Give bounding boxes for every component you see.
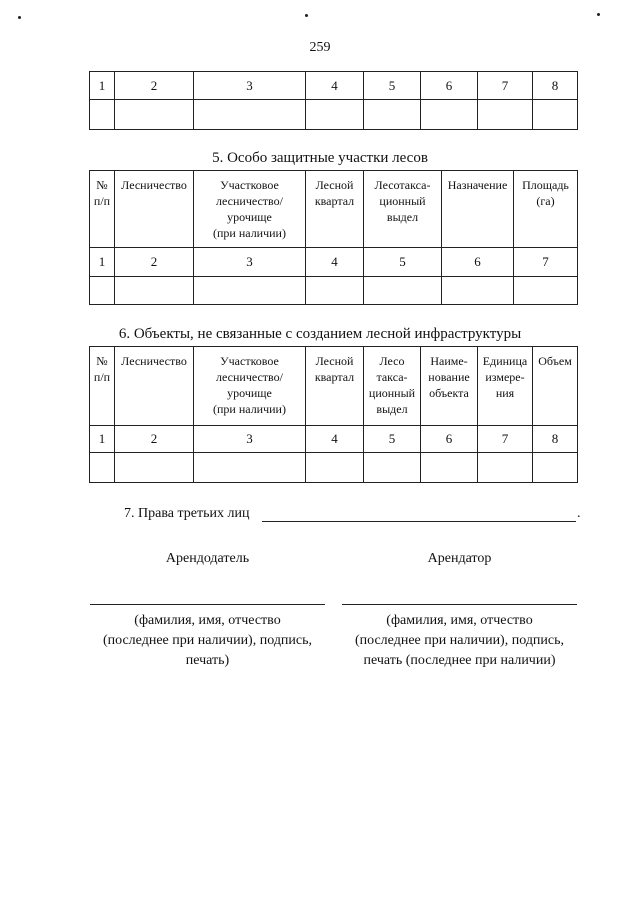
empty-cell[interactable] [194, 453, 306, 483]
empty-cell[interactable] [478, 453, 533, 483]
column-number: 7 [478, 426, 533, 453]
empty-cell[interactable] [115, 100, 194, 130]
empty-cell[interactable] [533, 100, 578, 130]
column-number: 6 [442, 248, 514, 277]
column-number: 4 [306, 72, 364, 100]
column-number: 7 [478, 72, 533, 100]
empty-cell[interactable] [421, 100, 478, 130]
column-number: 1 [90, 248, 115, 277]
empty-cell[interactable] [364, 277, 442, 305]
header-cell: Лесо такса- ционный выдел [364, 347, 421, 426]
lessee-title: Арендатор [427, 551, 492, 566]
column-number: 3 [194, 72, 306, 100]
header-cell: Лесной квартал [306, 347, 364, 426]
column-number: 6 [421, 72, 478, 100]
column-number: 3 [194, 426, 306, 453]
empty-cell[interactable] [306, 453, 364, 483]
column-number: 1 [90, 72, 115, 100]
empty-cell[interactable] [478, 100, 533, 130]
page-number: 259 [309, 40, 331, 55]
third-party-rights-field[interactable] [262, 521, 576, 522]
header-cell: Лесной квартал [306, 171, 364, 248]
empty-cell[interactable] [194, 277, 306, 305]
header-cell: Лесничество [115, 171, 194, 248]
section-5-title: 5. Особо защитные участки лесов [212, 150, 428, 166]
column-number: 1 [90, 426, 115, 453]
empty-cell[interactable] [90, 100, 115, 130]
column-number: 7 [514, 248, 578, 277]
column-number: 4 [306, 248, 364, 277]
empty-cell[interactable] [421, 453, 478, 483]
empty-cell[interactable] [115, 453, 194, 483]
header-cell: Назначение [442, 171, 514, 248]
empty-cell[interactable] [364, 100, 421, 130]
lessor-signature-caption: (фамилия, имя, отчество (последнее при наличии), подпись, печать) [102, 613, 313, 668]
lessor-title: Арендодатель [165, 551, 250, 566]
column-number: 5 [364, 426, 421, 453]
empty-cell[interactable] [90, 453, 115, 483]
column-number: 5 [364, 72, 421, 100]
header-cell: Наиме- нование объекта [421, 347, 478, 426]
column-number: 2 [115, 248, 194, 277]
section-6-table [89, 346, 578, 483]
empty-cell[interactable] [442, 277, 514, 305]
header-cell: Единица измере- ния [478, 347, 533, 426]
column-number: 8 [533, 72, 578, 100]
empty-cell[interactable] [514, 277, 578, 305]
scan-dot [597, 13, 600, 16]
lessee-signature-caption: (фамилия, имя, отчество (последнее при наличии), подпись, печать (последнее при наличии) [354, 613, 565, 668]
header-cell: Площадь (га) [514, 171, 578, 248]
column-number: 2 [115, 72, 194, 100]
header-cell: Объем [533, 347, 578, 426]
header-cell: Лесотакса- ционный выдел [364, 171, 442, 248]
column-number: 5 [364, 248, 442, 277]
third-party-rights-end: . [577, 506, 581, 521]
empty-cell[interactable] [115, 277, 194, 305]
column-number: 6 [421, 426, 478, 453]
column-number: 4 [306, 426, 364, 453]
header-cell: № п/п [90, 171, 115, 248]
scan-dot [305, 14, 308, 17]
empty-cell[interactable] [90, 277, 115, 305]
lessor-signature-line[interactable] [90, 604, 325, 605]
empty-cell[interactable] [306, 277, 364, 305]
empty-cell[interactable] [194, 100, 306, 130]
lessee-signature-line[interactable] [342, 604, 577, 605]
header-cell: Лесничество [115, 347, 194, 426]
header-cell: № п/п [90, 347, 115, 426]
column-number: 8 [533, 426, 578, 453]
empty-cell[interactable] [306, 100, 364, 130]
table-continuation [89, 71, 578, 130]
third-party-rights-label: 7. Права третьих лиц [124, 506, 250, 521]
empty-cell[interactable] [364, 453, 421, 483]
section-5-table [89, 170, 578, 305]
empty-cell[interactable] [533, 453, 578, 483]
section-6-title: 6. Объекты, не связанные с созданием лесной инфраструктуры [118, 326, 522, 342]
column-number: 2 [115, 426, 194, 453]
column-number: 3 [194, 248, 306, 277]
header-cell: Участковое лесничество/ урочище (при наличии) [194, 171, 306, 248]
scan-dot [18, 16, 21, 19]
header-cell: Участковое лесничество/ урочище (при наличии) [194, 347, 306, 426]
